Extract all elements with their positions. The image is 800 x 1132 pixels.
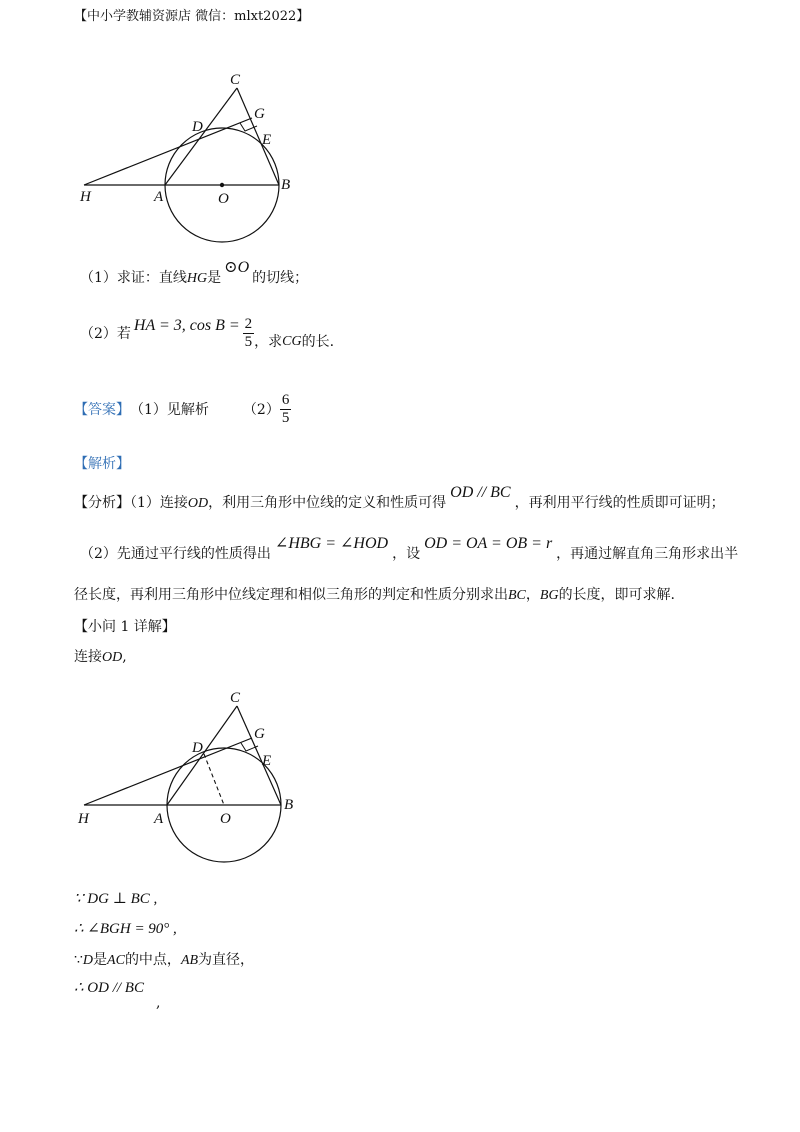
proof-l3c: 的中点， bbox=[124, 952, 181, 968]
fenxi-comma: ， bbox=[525, 587, 540, 603]
fenxi-r-eq: OD = OA = OB = r bbox=[424, 535, 553, 552]
label-d: D bbox=[192, 119, 203, 135]
q2-fraction bbox=[243, 316, 255, 352]
question-2 bbox=[80, 316, 334, 352]
q2-frac-num: 2 bbox=[243, 316, 255, 334]
fenxi-angle-eq: ∠HBG = ∠HOD bbox=[274, 535, 389, 552]
page-header: 【中小学教辅资源店 微信：mlxt2022】 bbox=[74, 9, 310, 24]
q2-frac-den: 5 bbox=[244, 334, 253, 351]
connect-line bbox=[74, 650, 127, 665]
fenxi-bg: BG bbox=[539, 588, 559, 603]
fenxi-line2c: ，再通过解直角三角形求出半 bbox=[556, 546, 739, 562]
fenxi-line1c: ，再利用平行线的性质即可证明； bbox=[514, 495, 725, 511]
fenxi-line-3 bbox=[74, 588, 675, 603]
q2-condition: HA = 3, cos B = bbox=[133, 316, 240, 334]
label-o: O bbox=[218, 191, 229, 207]
proof-line-1: ∵ DG ⊥ BC , bbox=[74, 891, 158, 907]
answer-part1: （1）见解析 bbox=[130, 401, 209, 418]
answer-fraction bbox=[280, 392, 292, 428]
label2-h: H bbox=[78, 811, 89, 827]
answer-frac-num: 6 bbox=[280, 392, 292, 410]
fenxi-line-2 bbox=[80, 535, 739, 562]
fenxi-bc: BC bbox=[508, 588, 526, 603]
q1-prefix: （1）求证：直线 bbox=[80, 270, 187, 286]
q1-hg: HG bbox=[186, 271, 208, 286]
proof-l3-d: D bbox=[82, 953, 94, 968]
question-1 bbox=[80, 259, 309, 286]
proof-l3b: 是 bbox=[93, 952, 108, 968]
fenxi-tag: 【分析】 bbox=[74, 495, 130, 511]
proof-l3-ac: AC bbox=[107, 953, 125, 968]
label-g: G bbox=[254, 106, 265, 122]
proof-line-2: ∴ ∠BGH = 90° , bbox=[74, 921, 177, 937]
proof-l3d: 为直径， bbox=[198, 952, 255, 968]
connect-text: 连接 bbox=[74, 649, 102, 665]
sub1-title: 【小问 1 详解】 bbox=[74, 619, 176, 635]
q2-mid: ，求 bbox=[254, 333, 283, 350]
answer-line bbox=[74, 392, 291, 428]
fenxi-line2a: （2）先通过平行线的性质得出 bbox=[80, 546, 271, 562]
connect-punct: , bbox=[122, 649, 127, 665]
label2-b: B bbox=[284, 797, 294, 813]
fenxi-line3b: 的长度，即可求解. bbox=[558, 587, 676, 603]
answer-frac-den: 5 bbox=[281, 410, 290, 427]
answer-tag: 【答案】 bbox=[74, 401, 130, 418]
q1-is: 是 bbox=[207, 270, 222, 286]
fenxi-line1a: （1）连接 bbox=[130, 495, 188, 511]
label2-d: D bbox=[192, 740, 203, 756]
fenxi-line3a: 径长度，再利用三角形中位线定理和相似三角形的判定和性质分别求出 bbox=[74, 587, 508, 603]
proof-l3a: ∵ bbox=[74, 952, 83, 968]
label2-e: E bbox=[262, 753, 272, 769]
fenxi-line-1 bbox=[74, 484, 725, 511]
label-e: E bbox=[262, 132, 272, 148]
label2-c: C bbox=[230, 690, 241, 706]
label-b: B bbox=[281, 177, 291, 193]
q1-circle-o: ⊙O bbox=[224, 259, 250, 276]
fenxi-line2b: ，设 bbox=[392, 546, 421, 562]
label2-a: A bbox=[154, 811, 164, 827]
q2-cg: CG bbox=[282, 333, 302, 349]
fenxi-line1b: ，利用三角形中位线的定义和性质可得 bbox=[208, 495, 447, 511]
answer-part2: （2） bbox=[242, 401, 280, 418]
label-c: C bbox=[230, 72, 241, 88]
proof-line-4: ∴ OD // BC bbox=[74, 980, 144, 996]
fenxi-od-parallel-bc: OD // BC bbox=[450, 484, 511, 501]
proof-l3-ab: AB bbox=[180, 953, 199, 968]
geometry-figure-2 bbox=[70, 688, 370, 878]
label-a: A bbox=[154, 189, 164, 205]
proof-line-3 bbox=[74, 953, 254, 968]
fenxi-od: OD bbox=[187, 496, 209, 511]
label2-o: O bbox=[220, 811, 231, 827]
proof-line-5: , bbox=[156, 995, 161, 1011]
q2-prefix: （2）若 bbox=[80, 325, 131, 342]
q2-suffix: 的长. bbox=[301, 333, 335, 350]
geometry-figure-1 bbox=[70, 70, 370, 250]
analysis-tag: 【解析】 bbox=[74, 456, 130, 472]
connect-od: OD bbox=[102, 650, 123, 665]
q1-suffix: 的切线； bbox=[252, 270, 309, 286]
label2-g: G bbox=[254, 726, 265, 742]
label-h: H bbox=[80, 189, 91, 205]
